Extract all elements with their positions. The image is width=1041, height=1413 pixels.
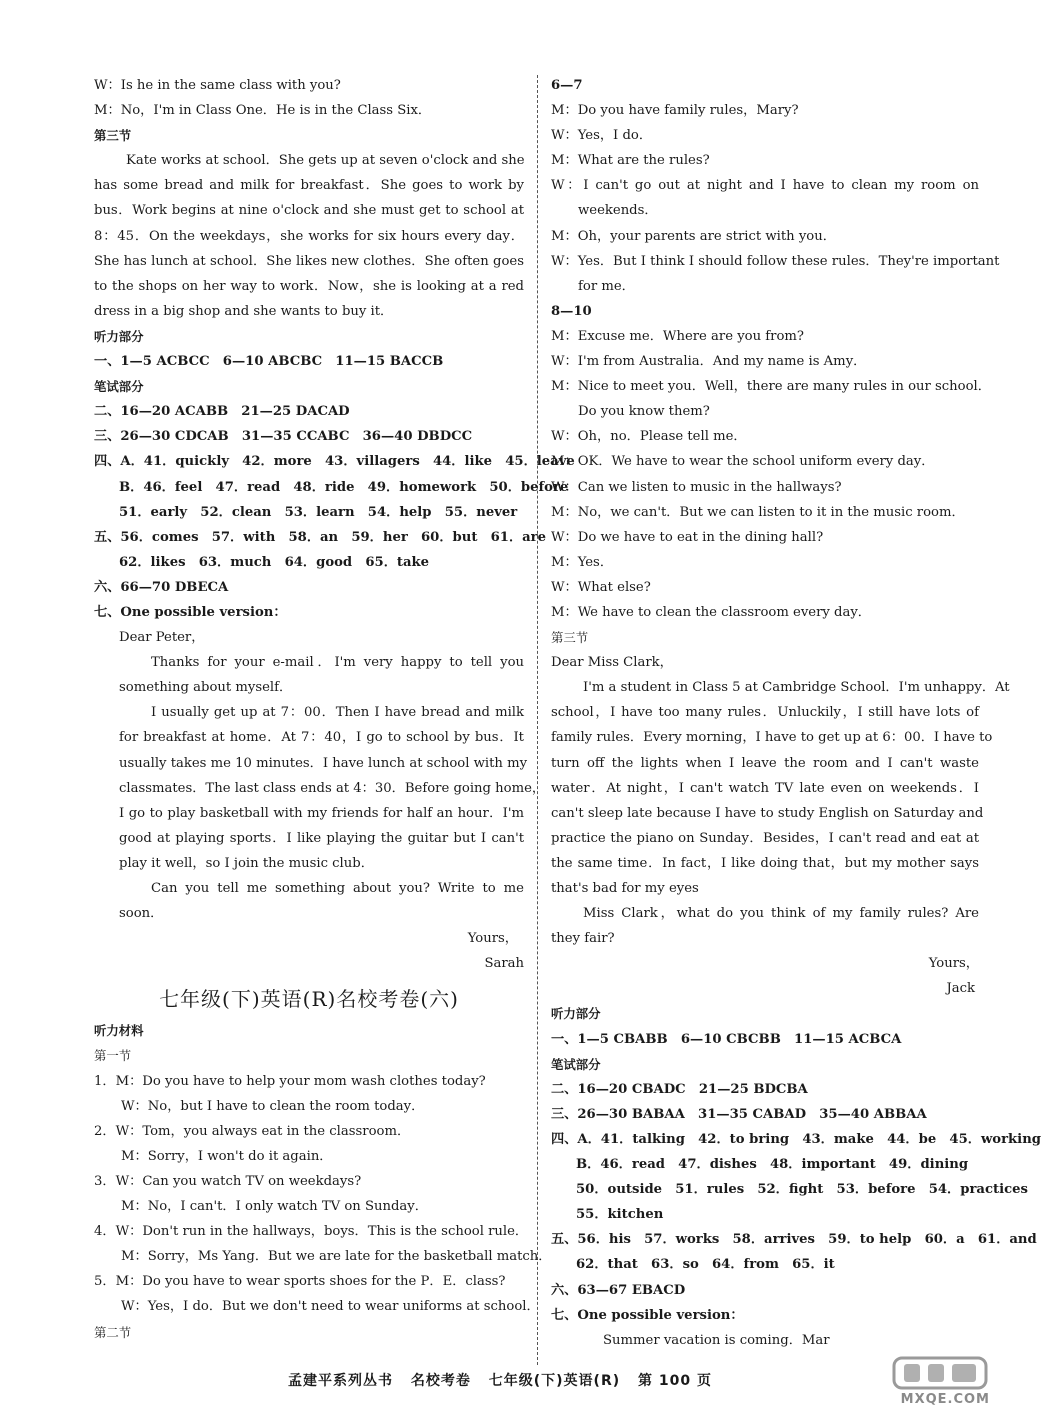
letter-line: for breakfast at home．At 7：40，I go to school by bus．It [119,730,524,746]
answer-line: 55．kitchen [576,1207,664,1223]
section-label: 笔试部分 [94,379,144,395]
dialogue-line: M：We have to clean the classroom every day． [551,604,871,620]
answer-line: 二、16—20 CBADC 21—25 BDCBA [551,1081,808,1097]
dialogue-line: 1．M：Do you have to help your mom wash clothes today? [94,1073,486,1089]
dialogue-line: W：I'm from Australia．And my name is Amy． [551,354,867,370]
dialogue-line: M：No，I'm in Class One．He is in the Class Six． [94,103,432,119]
dialogue-line: M：Sorry，Ms Yang．But we are late for the basketball match． [121,1249,552,1265]
answer-line: 五、56．his 57．works 58．arrives 59．to help 60．a 61．and [551,1232,1037,1248]
letter-line: can't sleep late because I have to study English on Saturday and [551,805,984,821]
dialogue-line: W：Oh，no．Please tell me． [551,429,747,445]
right-column [551,73,1041,1353]
page-footer [0,1370,1000,1396]
answer-line: 三、26—30 CDCAB 31—35 CCABC 36—40 DBDCC [94,429,473,445]
essay-line: Summer vacation is coming．Mar [603,1332,830,1348]
letter-line: water．At night，I can't watch TV late even on weekends．I [551,780,979,796]
group-label: 6—7 [551,78,583,93]
dialogue-line: Do you know them? [578,404,710,420]
watermark-text: MXQE.COM [900,1392,990,1407]
letter-line: that's bad for my eyes [551,881,699,896]
section-label: 第三节 [94,128,132,144]
footer-book: 名校考卷 [410,1373,471,1389]
passage-line: 8：45．On the weekdays，she works for six hours every day． [94,228,524,244]
letter-line: classmates．The last class ends at 4：30．Before going home， [119,780,546,796]
dialogue-line: W：Yes，I do． [551,128,653,144]
letter-line: practice the piano on Sunday．Besides，I can't read and eat at [551,830,979,846]
answer-line: 62．that 63．so 64．from 65．it [576,1257,835,1273]
answer-line: B．46．feel 47．read 48．ride 49．homework 50．before [119,479,569,495]
letter-line: turn off the lights when I leave the room and I can't waste [551,755,979,771]
dialogue-line: M：Do you have family rules，Mary? [551,103,799,119]
dialogue-line: weekends． [578,203,658,219]
dialogue-line: for me． [578,278,635,294]
test-title: 七年级(下)英语(R)名校考卷(六) [159,987,459,1012]
dialogue-line: 3．W：Can you watch TV on weekdays? [94,1173,362,1189]
dialogue-line: M：Sorry，I won't do it again． [121,1148,333,1164]
letter-line: Thanks for your e-mail．I'm very happy to tell you [151,655,524,671]
answer-line: B．46．read 47．dishes 48．important 49．dining [576,1157,969,1173]
letter-signature: Jack [946,981,975,997]
dialogue-line: W：Yes．But I think I should follow these rules．They're important [551,253,1000,269]
letter-line: family rules．Every morning，I have to get up at 6：00．I have to [551,730,993,746]
answer-line: 四、A．41．quickly 42．more 43．villagers 44．like 45．leave [94,454,575,470]
passage-line: bus．Work begins at nine o'clock and she must get to school at [94,203,524,219]
answer-line: 六、66—70 DBECA [94,579,229,595]
dialogue-line: 5．M：Do you have to wear sports shoes for the P．E．class? [94,1274,506,1290]
footer-page-number: 第 100 页 [638,1373,712,1389]
passage-line: to the shops on her way to work．Now，she is looking at a red [94,278,524,294]
section-label: 笔试部分 [551,1056,601,1072]
letter-line: Dear Peter， [119,630,205,646]
section-label: 第一节 [94,1048,132,1064]
answer-line: 一、1—5 CBABB 6—10 CBCBB 11—15 ACBCA [551,1031,902,1047]
answer-line: 七、One possible version： [551,1307,744,1323]
answer-line: 七、One possible version： [94,604,287,620]
letter-line: they fair? [551,931,615,947]
letter-signoff: Yours， [928,956,979,972]
letter-line: school，I have too many rules．Unluckily，I still have lots of [551,705,979,721]
letter-line: good at playing sports．I like playing the guitar but I can't [119,830,524,846]
letter-signature: Sarah [484,956,524,972]
dialogue-line: M：Oh，your parents are strict with you． [551,228,836,244]
answer-line: 二、16—20 ACABB 21—25 DACAD [94,404,350,420]
passage-line: Kate works at school．She gets up at seven o'clock and she [126,153,525,169]
dialogue-line: M：Yes． [551,554,614,570]
letter-line: Miss Clark，what do you think of my family rules? Are [583,906,979,922]
section-label: 听力部分 [551,1006,601,1022]
letter-line: play it well，so I join the music club． [119,855,374,871]
letter-line: I'm a student in Class 5 at Cambridge School．I'm unhappy．At [583,680,1010,696]
dialogue-line: W：I can't go out at night and I have to clean my room on [551,178,979,194]
group-label: 8—10 [551,303,592,319]
letter-line: I usually get up at 7：00．Then I have bread and milk [151,705,524,721]
column-divider [537,75,538,1365]
section-label: 第二节 [94,1324,132,1340]
letter-line: the same time．In fact，I like doing that，but my mother says [551,855,979,871]
answer-line: 六、63—67 EBACD [551,1282,686,1298]
letter-line: something about myself． [119,680,293,696]
passage-line: dress in a big shop and she wants to buy it． [94,303,394,319]
footer-series: 孟建平系列丛书 [288,1373,393,1389]
dialogue-line: W：Is he in the same class with you? [94,78,341,93]
answer-line: 62．likes 63．much 64．good 65．take [119,554,430,570]
letter-line: Can you tell me something about you? Write to me [151,881,524,896]
dialogue-line: W：Do we have to eat in the dining hall? [551,529,824,545]
letter-line: soon． [119,906,164,922]
answer-line: 五、56．comes 57．with 58．an 59．her 60．but 61．are [94,529,547,545]
footer-grade: 七年级(下)英语(R) [488,1373,621,1389]
letter-line: I go to play basketball with my friends for half an hour．I'm [119,805,524,821]
dialogue-line: M：Nice to meet you．Well，there are many rules in our school． [551,379,991,395]
dialogue-line: W：Can we listen to music in the hallways? [551,479,842,495]
dialogue-line: M：OK．We have to wear the school uniform every day． [551,454,935,470]
dialogue-line: M：No，we can't．But we can listen to it in the music room． [551,504,965,520]
answer-line: 三、26—30 BABAA 31—35 CABAD 35—40 ABBAA [551,1106,927,1122]
letter-line: Dear Miss Clark， [551,655,673,671]
answer-line: 四、A．41．talking 42．to bring 43．make 44．be 45．working [551,1131,1041,1147]
passage-line: She has lunch at school．She likes new clothes．She often goes [94,253,524,269]
dialogue-line: 4．W：Don't run in the hallways，boys．This is the school rule． [94,1224,529,1240]
letter-signoff: Yours， [467,931,518,947]
section-label: 听力部分 [94,328,144,344]
dialogue-line: W：Yes，I do．But we don't need to wear uniforms at school． [121,1299,540,1315]
section-label: 听力材料 [94,1023,144,1039]
dialogue-line: M：No，I can't．I only watch TV on Sunday． [121,1199,428,1215]
answer-line: 一、1—5 ACBCC 6—10 ABCBC 11—15 BACCB [94,354,444,370]
answer-line: 51．early 52．clean 53．learn 54．help 55．never [119,504,518,520]
letter-line: usually takes me 10 minutes．I have lunch at school with my [119,755,528,771]
section-label: 第三节 [551,630,589,646]
dialogue-line: M：What are the rules? [551,153,710,169]
dialogue-line: W：What else? [551,579,651,595]
passage-line: has some bread and milk for breakfast．She goes to work by [94,178,524,194]
answer-line: 50．outside 51．rules 52．fight 53．before 54．practices [576,1182,1028,1198]
dialogue-line: W：No，but I have to clean the room today． [121,1098,425,1114]
dialogue-line: 2．W：Tom，you always eat in the classroom． [94,1123,411,1139]
dialogue-line: M：Excuse me．Where are you from? [551,328,804,344]
